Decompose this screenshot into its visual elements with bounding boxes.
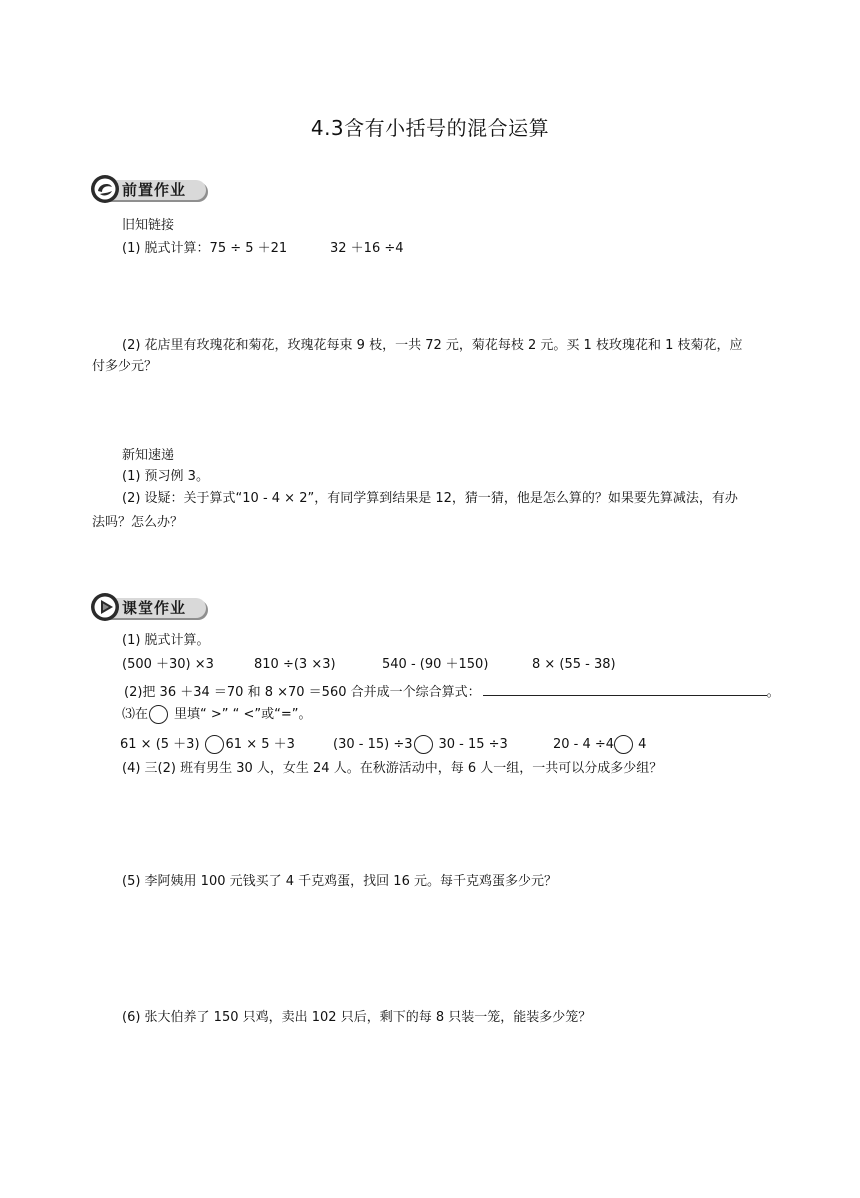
question-text: (2) 花店里有玫瑰花和菊花，玫瑰花每束 9 枝，一共 72 元，菊花每枝 2 元。买 1 枝玫瑰花和 1 枝菊花，应	[122, 338, 743, 353]
question-text	[122, 705, 312, 724]
compare-right: 30 - 15 ÷3	[438, 737, 508, 752]
question-text: (2) 设疑：关于算式“10 - 4 × 2”，有同学算到结果是 12，猜一猜，他是怎么算的？如果要先算减法，有办	[122, 491, 738, 506]
compare-item	[333, 735, 508, 754]
question-text: 法吗？怎么办？	[92, 515, 184, 530]
compare-circle[interactable]	[205, 735, 224, 754]
question-text: (1) 脱式计算。	[122, 633, 210, 648]
question-text: 付多少元？	[92, 359, 158, 374]
answer-circle	[149, 705, 168, 724]
question-text: (1) 预习例 3。	[122, 469, 209, 484]
question-text: (4) 三(2) 班有男生 30 人，女生 24 人。在秋游活动中，每 6 人一组，一共可以分成多少组？	[122, 761, 663, 776]
question-text	[124, 682, 780, 702]
compare-item	[553, 735, 646, 754]
expression: 810 ÷(3 ×3)	[254, 657, 336, 672]
section-banner-classwork	[90, 592, 208, 622]
expression: 8 × (55 - 38)	[532, 657, 616, 672]
q2-text: (2)把 36 ＋34 ＝70 和 8 ×70 ＝560 合并成一个综合算式：	[124, 685, 481, 700]
subheading-old-knowledge: 旧知链接	[122, 218, 175, 233]
play-icon	[90, 592, 120, 622]
compare-left: 20 - 4 ÷4	[553, 737, 615, 752]
question-text: (5) 李阿姨用 100 元钱买了 4 千克鸡蛋，找回 16 元。每千克鸡蛋多少元？	[122, 874, 557, 889]
compare-right: 61 × 5 ＋3	[225, 737, 295, 752]
section-banner-preview	[90, 174, 208, 204]
question-text: (6) 张大伯养了 150 只鸡，卖出 102 只后，剩下的每 8 只装一笼，能装多少笼？	[122, 1010, 592, 1025]
swirl-icon	[90, 174, 120, 204]
expression: (500 ＋30) ×3	[122, 657, 214, 672]
expression: 32 ＋16 ÷4	[330, 241, 404, 256]
compare-circle[interactable]	[614, 735, 633, 754]
compare-circle[interactable]	[414, 735, 433, 754]
section-heading: 课堂作业	[122, 599, 187, 617]
question-text: (1) 脱式计算：75 ÷ 5 ＋21	[122, 241, 288, 256]
compare-item	[120, 735, 295, 754]
answer-blank[interactable]	[483, 682, 767, 696]
subheading-new-knowledge: 新知速递	[122, 448, 175, 463]
compare-left: 61 × (5 ＋3)	[120, 737, 200, 752]
page-title: 4.3含有小括号的混合运算	[310, 116, 550, 140]
compare-left: (30 - 15) ÷3	[333, 737, 413, 752]
q2-end: 。	[766, 685, 780, 700]
expression: 540 - (90 ＋150)	[382, 657, 489, 672]
q3-suffix: 里填“ >” “ <”或“=”。	[174, 707, 312, 722]
compare-right: 4	[638, 737, 647, 752]
q3-prefix: ⑶在	[122, 707, 149, 722]
section-heading: 前置作业	[122, 181, 187, 199]
